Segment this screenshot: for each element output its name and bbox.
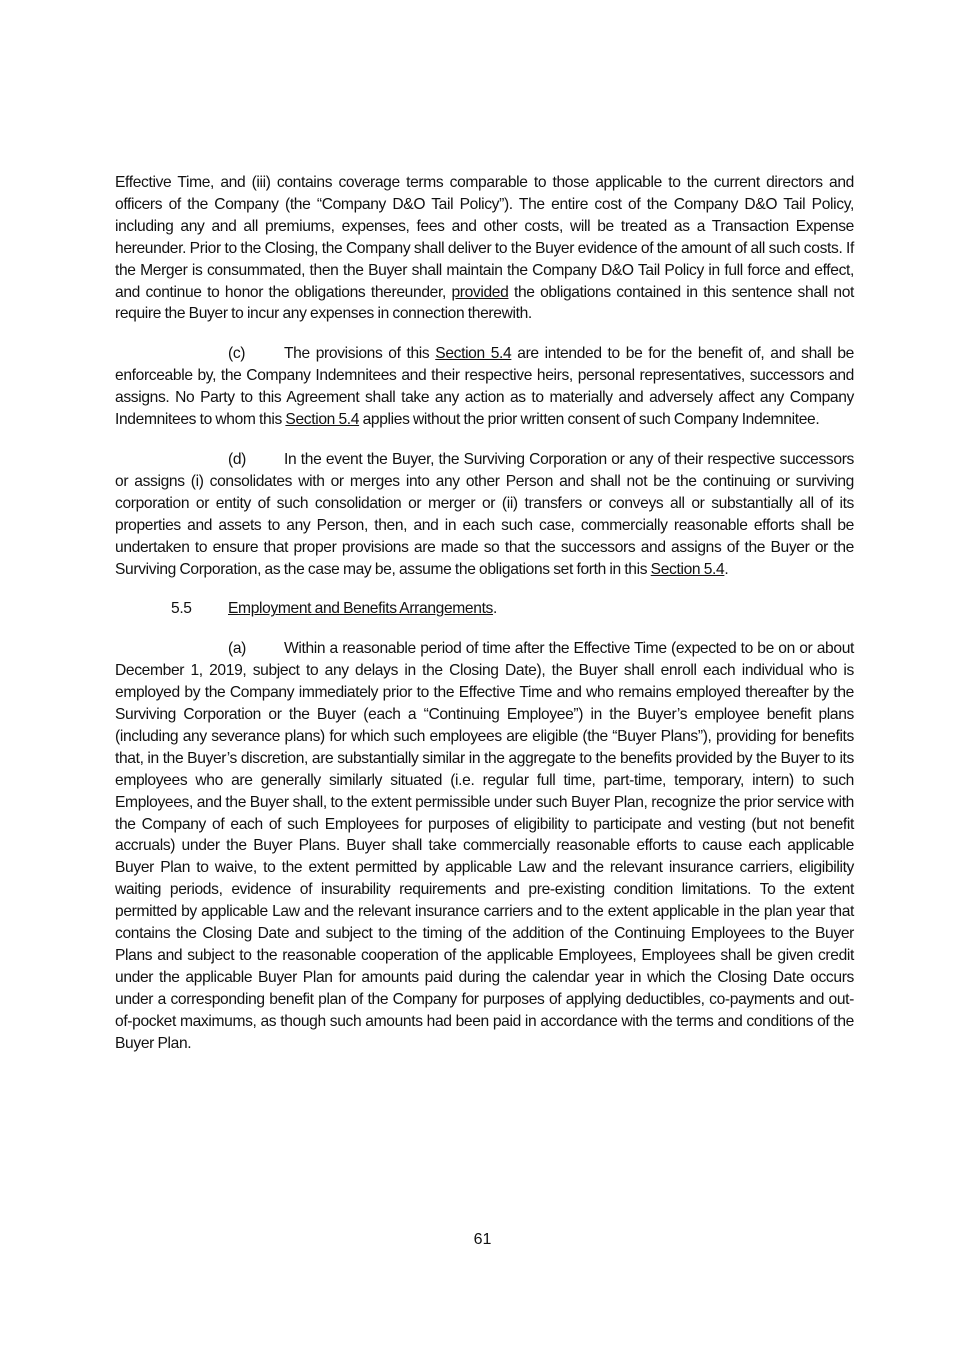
paragraph-text: applies without the prior written consent of such Company Indemnitee. xyxy=(359,411,820,429)
section-title-suffix: . xyxy=(493,600,497,618)
document-page xyxy=(115,172,854,1055)
paragraph-d xyxy=(115,449,854,580)
section-reference: Section 5.4 xyxy=(285,411,360,429)
paragraph-text: the obligations contained in this sentence shall not require the Buyer to incur any expenses in connection therewith. xyxy=(115,283,854,323)
paragraph-label: (a) xyxy=(228,640,247,658)
paragraph-text: In the event the Buyer, the Surviving Corporation or any of their respective successors or assigns (i) consolidates with or merges into any other Person and shall not be the continuing or surviving corporation or entity of such consolidation or merger or (ii) transfers or conveys all or substantially all of its properties and assets to any Person, then, and in each such case, commercially reasonable efforts shall be undertaken to ensure that proper provisions are made so that the successors and assigns of the Buyer or the Surviving Corporation, as the case may be, assume the obligations set forth in this xyxy=(115,450,854,578)
paragraph-label: (d) xyxy=(228,450,247,468)
paragraph-text: . xyxy=(724,560,729,578)
section-reference: Section 5.4 xyxy=(650,560,725,578)
section-title: Employment and Benefits Arrangements xyxy=(228,600,494,618)
paragraph-label: (c) xyxy=(228,345,246,363)
paragraph-text: The provisions of this xyxy=(284,345,436,363)
paragraph-tail-policy xyxy=(115,172,854,325)
page-number: 61 xyxy=(473,1231,492,1248)
paragraph-text: are intended to be for the benefit of, and shall be enforceable by, the Company Indemnitees and their respective heirs, personal representatives, successors and assigns. No Party to this Agreement shall take any action as to materially and adversely affect any Company Indemnitees to whom this xyxy=(115,345,854,429)
paragraph-c xyxy=(115,343,854,431)
section-number: 5.5 xyxy=(171,600,192,618)
section-reference: Section 5.4 xyxy=(435,345,512,363)
provided-term: provided xyxy=(451,283,509,301)
paragraph-a xyxy=(115,638,854,1054)
paragraph-text: Within a reasonable period of time after the Effective Time (expected to be on or about December 1, 2019, subject to any delays in the Closing Date), the Buyer shall enroll each individual who is employed by the Company immediately prior to the Effective Time and who remains employed thereafter by the Surviving Corporation or the Buyer (each a “Continuing Employee”) in the Buyer’s employee benefit plans (including any severance plans) for which such employees are eligible (the “Buyer Plans”), providing for benefits that, in the Buyer’s discretion, are substantially similar in the aggregate to the benefits provided by the Buyer to its employees who are generally similarly situated (i.e. regular full time, part-time, temporary, intern) to such Employees, and the Buyer shall, to the extent permissible under such Buyer Plan, recognize the prior service with the Company of each of such Employees for purposes of eligibility to participate and vesting (but not benefit accruals) under the Buyer Plans. Buyer shall take commercially reasonable efforts to cause each applicable Buyer Plan to waive, to the extent permitted by applicable Law and the relevant insurance carriers, eligibility waiting periods, evidence of insurability requirements and pre-existing condition limitations. To the extent permitted by applicable Law and the relevant insurance carriers and to the extent applicable in the plan year that contains the Closing Date and subject to the timing of the addition of the Continuing Employees to the Buyer Plans and subject to the reasonable cooperation of the applicable Employees, Employees shall be given credit under the applicable Buyer Plan for amounts paid during the calendar year in which the Closing Date occurs under a corresponding benefit plan of the Company for purposes of applying deductibles, co-payments and out-of-pocket maximums, as though such amounts had been paid in accordance with the terms and conditions of the Buyer Plan. xyxy=(115,640,854,1052)
paragraph-text: Effective Time, and (iii) contains coverage terms comparable to those applicable to the current directors and officers of the Company (the “Company D&O Tail Policy”). The entire cost of the Company D&O Tail Policy, including any and all premiums, expenses, fees and other costs, will be treated as a Transaction Expense hereunder. Prior to the Closing, the Company shall deliver to the Buyer evidence of the amount of all such costs. If the Merger is consummated, then the Buyer shall maintain the Company D&O Tail Policy in full force and effect, and continue to honor the obligations thereunder, xyxy=(115,174,854,301)
section-heading xyxy=(115,598,854,620)
